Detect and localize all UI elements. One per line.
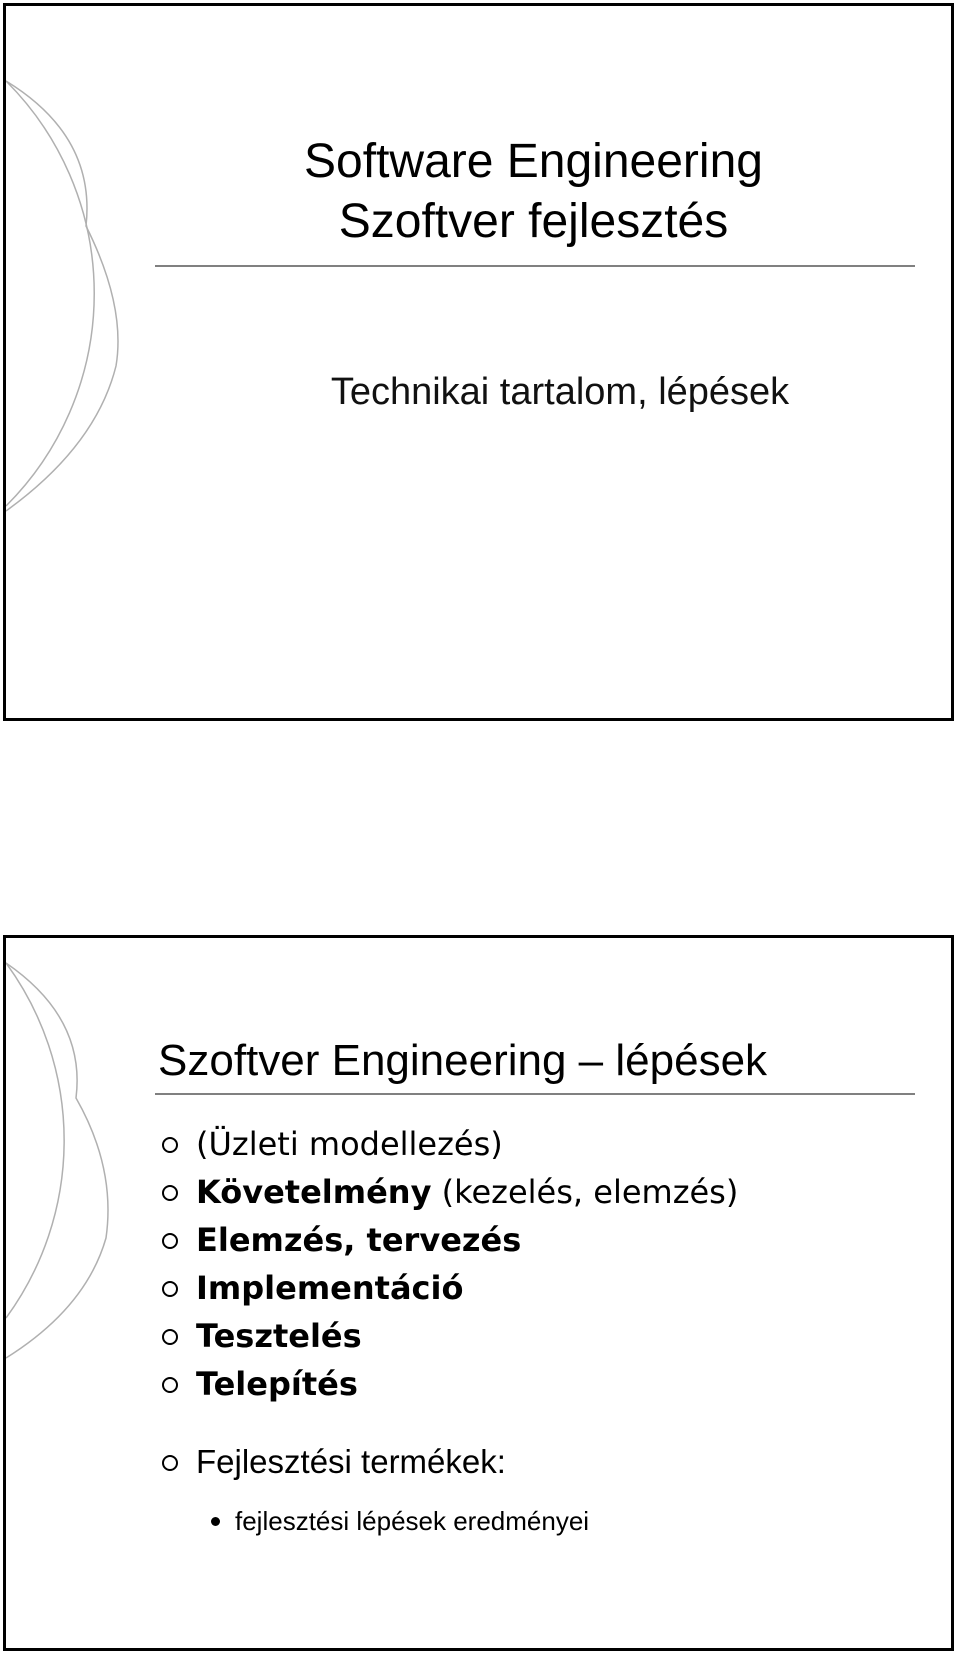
- item-text: Fejlesztési termékek:: [196, 1443, 506, 1480]
- title-slide: [3, 3, 954, 721]
- list-item: [158, 1264, 738, 1312]
- title-divider: [155, 1093, 915, 1095]
- item-bold-text: Tesztelés: [196, 1317, 362, 1355]
- slide-title: [6, 132, 951, 252]
- list-item: [158, 1360, 738, 1408]
- dot-bullet-icon: [211, 1517, 220, 1526]
- slide-subtitle: Technikai tartalom, lépések: [330, 371, 790, 413]
- title-divider: [155, 265, 915, 267]
- sub-list-item: [211, 1503, 589, 1539]
- title-line-1: Software Engineering: [304, 135, 763, 188]
- list-item: [158, 1168, 738, 1216]
- arc-outer: [6, 963, 64, 1318]
- ring-bullet-icon: [162, 1281, 178, 1297]
- item-text: (kezelés, elemzés): [431, 1173, 739, 1211]
- steps-list: [158, 1120, 738, 1486]
- decorative-arcs: [6, 938, 136, 1651]
- steps-slide: [3, 935, 954, 1651]
- ring-bullet-icon: [162, 1185, 178, 1201]
- item-bold-text: Telepítés: [196, 1365, 358, 1403]
- arc-inner: [6, 963, 108, 1358]
- ring-bullet-icon: [162, 1329, 178, 1345]
- ring-bullet-icon: [162, 1137, 178, 1153]
- ring-bullet-icon: [162, 1233, 178, 1249]
- list-item-products: [158, 1438, 738, 1486]
- item-text: (Üzleti modellezés): [196, 1125, 503, 1163]
- item-bold-text: Követelmény: [196, 1173, 432, 1211]
- ring-bullet-icon: [162, 1455, 178, 1471]
- list-item: [158, 1216, 738, 1264]
- item-bold-text: Implementáció: [196, 1269, 464, 1307]
- list-item: [158, 1120, 738, 1168]
- item-bold-text: Elemzés, tervezés: [196, 1221, 522, 1259]
- list-item: [158, 1312, 738, 1360]
- ring-bullet-icon: [162, 1377, 178, 1393]
- sub-item-text: fejlesztési lépések eredményei: [235, 1506, 590, 1536]
- slide-title: Szoftver Engineering – lépések: [158, 1036, 768, 1085]
- decorative-arcs: [6, 6, 136, 721]
- title-line-2: Szoftver fejlesztés: [338, 195, 729, 248]
